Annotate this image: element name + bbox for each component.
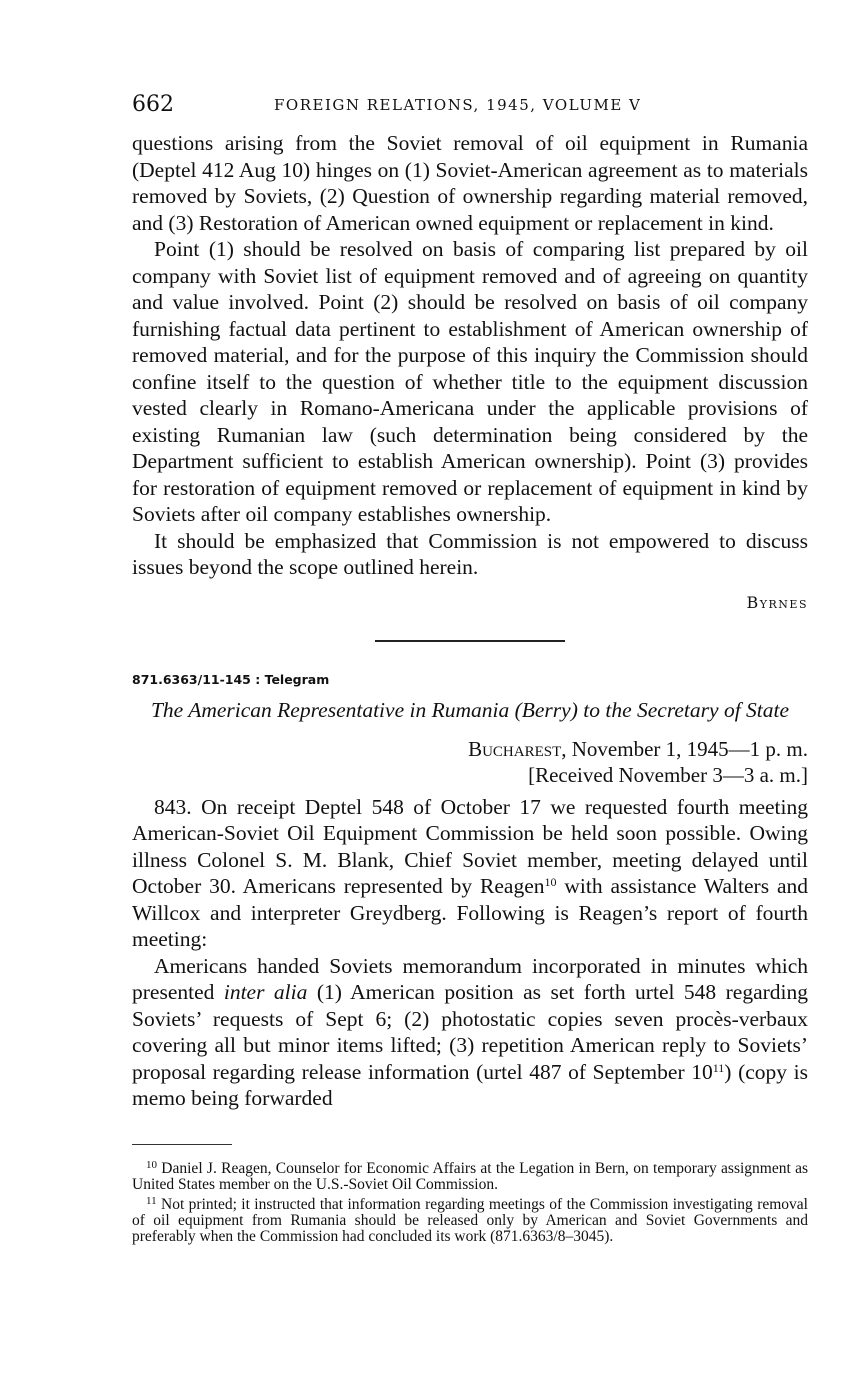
page-header [132,92,808,124]
paragraph-843-text-b: with assistance Walters and Willcox and interpreter Greydberg. Following is Reagen’s report of fourth meeting: [132,874,808,951]
footnote-text: Daniel J. Reagen, Counselor for Economic Affairs at the Legation in Bern, on temporary assignment as United States member on the U.S.-Soviet Oil Commission. [132,1160,808,1193]
footnote-mark: 10 [146,1159,157,1171]
footnote-divider [132,1144,232,1146]
footnote-ref-10[interactable]: 10 [544,875,557,889]
dateline-place: Bucharest, [468,736,567,761]
received-line: [Received November 3—3 a. m.] [528,762,808,787]
document-page [132,92,808,1245]
paragraph-report-text-b: (1) American position as set forth urtel 548 regarding Soviets’ requests of Sept 6; (2) photostatic copies seven procès-verbaux covering all but minor items lifted; (3) repetition American reply to Soviets’ proposal regarding release information (urtel 487 of September 10 [132,980,808,1084]
dateline [132,736,808,762]
paragraph-report [132,953,808,1112]
paragraph-843 [132,794,808,953]
signature: Byrnes [746,592,808,612]
latin-phrase: inter alia [223,980,308,1004]
running-head: FOREIGN RELATIONS, 1945, VOLUME V [274,96,642,114]
section-divider [375,640,565,642]
paragraph-843-text-a: 843. On receipt Deptel 548 of October 17 we requested fourth meeting American-Soviet Oil Equipment Commission be held soon possible. Owing illness Colonel S. M. Blank, Chief Soviet member, meeting delayed until October 30. Americans represented by Reagen [132,794,808,898]
paragraph-emphasis: It should be emphasized that Commission is not empowered to discuss issues beyond the scope outlined herein. [132,528,808,579]
dateline-date: November 1, 1945—1 p. m. [566,736,808,761]
footnote-11 [132,1193,808,1245]
paragraph-points: Point (1) should be resolved on basis of comparing list prepared by oil company with Soviet list of equipment removed and of agreeing on quantity and value involved. Point (2) should be resolved on basis of oil company furnishing factual data pertinent to establishment of American ownership of removed material, and for the purpose of this inquiry the Commission should confine itself to the question of whether title to the equipment discussion vested clearly in Romano-Americana under the applicable provisions of existing Rumanian law (such determination being considered by the Department sufficient to establish American ownership). Point (3) provides for restoration of equipment removed or replacement of equipment in kind by Soviets after oil company establishes ownership. [132,237,808,526]
file-number: 871.6363/11-145 : Telegram [132,671,330,687]
paragraph-report-text-a: Americans handed Soviets memorandum incorporated in minutes which presented [132,953,808,1004]
page-number: 662 [132,92,174,117]
document-title: The American Representative in Rumania (Berry) to the Secretary of State [150,697,790,722]
footnote-10 [132,1157,808,1193]
footnote-mark: 11 [146,1195,157,1207]
paragraph-report-text-c: ) (copy is memo being forwarded [132,1059,808,1110]
paragraph-continuation: questions arising from the Soviet removal of oil equipment in Rumania (Deptel 412 Aug 10) hinges on (1) Soviet-American agreement as to materials removed by Soviets, (2) Question of ownership regarding material removed, and (3) Restoration of American owned equipment or replacement in kind. [132,131,808,235]
footnote-text: Not printed; it instructed that information regarding meetings of the Commission investigating removal of oil equipment from Rumania should be released only by American and Soviet Governments and preferably when the Commission had concluded its work (871.6363/8–3045). [132,1196,808,1245]
footnote-ref-11[interactable]: 11 [712,1060,725,1075]
